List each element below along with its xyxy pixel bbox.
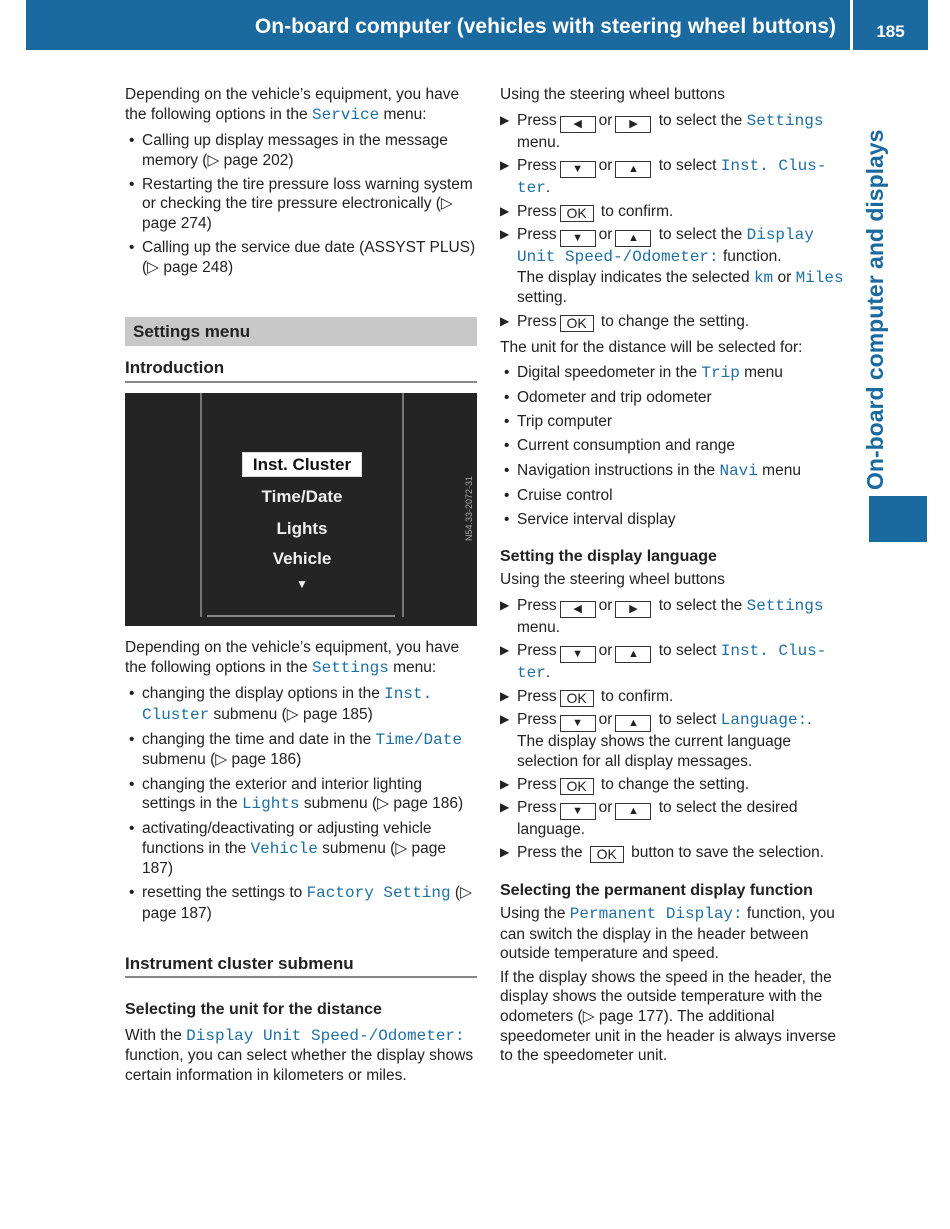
- header-bar: [26, 0, 850, 50]
- list-item: • resetting the settings to Factory Setting (▷ page 187): [125, 883, 477, 923]
- down-key-icon: ▼: [560, 803, 596, 820]
- using-buttons-text: Using the steering wheel buttons: [500, 570, 725, 588]
- list-item: • Restarting the tire pressure loss warning system or checking the tire pressure electronically (▷ page 274): [125, 175, 477, 234]
- left-key-icon: ◀: [560, 116, 596, 133]
- list-item: • activating/deactivating or adjusting vehicle functions in the Vehicle submenu (▷ page 187): [125, 819, 477, 879]
- step-arrow-icon: ▶: [500, 845, 510, 860]
- settings-intro: Depending on the vehicle’s equipment, you have the following options in the Settings menu:: [125, 638, 460, 677]
- step-item: ▶ Press ◀ or ▶ to select the Settings menu.: [500, 111, 824, 151]
- ok-key-icon: OK: [560, 778, 594, 795]
- language-steps-list: [500, 596, 852, 864]
- step-arrow-icon: ▶: [500, 203, 510, 218]
- step-arrow-icon: ▶: [500, 112, 510, 127]
- step-item: ▶ Press the OK button to save the selection.: [500, 844, 825, 863]
- step-arrow-icon: ▶: [500, 712, 510, 727]
- ok-key-icon: OK: [560, 315, 594, 332]
- image-code: N54.33-2072-31: [464, 475, 474, 541]
- right-key-icon: ▶: [615, 116, 651, 133]
- step-item: ▶ Press OK to confirm.: [500, 687, 674, 706]
- screen-menu-item-time-date: Time/Date: [261, 486, 343, 506]
- unit-selected-for-text: The unit for the distance will be selected for:: [500, 338, 803, 356]
- list-item: • Odometer and trip odometer: [500, 388, 852, 408]
- list-item: • Calling up display messages in the message memory (▷ page 202): [125, 131, 477, 170]
- chevron-down-icon: ▼: [296, 576, 308, 591]
- step-arrow-icon: ▶: [500, 642, 510, 657]
- list-item: • changing the display options in the Inst. Cluster submenu (▷ page 185): [125, 684, 477, 725]
- heading-permanent-display: Selecting the permanent display function: [500, 882, 813, 900]
- list-item: • changing the time and date in the Time/Date submenu (▷ page 186): [125, 730, 477, 770]
- screen-divider: [207, 615, 395, 617]
- down-key-icon: ▼: [560, 161, 596, 178]
- section-heading-settings-menu: Settings menu: [125, 317, 477, 346]
- up-key-icon: ▲: [615, 803, 651, 820]
- side-tab-label: On-board computer and displays: [862, 129, 888, 490]
- step-item: ▶ Press OK to change the setting.: [500, 775, 750, 794]
- ok-key-icon: OK: [590, 846, 624, 863]
- list-item: • Service interval display: [500, 510, 852, 530]
- heading-unit-distance: Selecting the unit for the distance: [125, 1001, 382, 1019]
- screen-menu-item-lights: Lights: [276, 518, 328, 538]
- step-item: ▶ Press ▼ or ▲ to select Language:. The display shows the current language selection for all display messages.: [500, 711, 812, 770]
- left-column: [125, 85, 477, 1090]
- left-key-icon: ◀: [560, 601, 596, 618]
- heading-instrument-cluster-submenu: Instrument cluster submenu: [125, 954, 477, 979]
- unit-steps-list: [500, 111, 852, 332]
- permanent-display-note: If the display shows the speed in the header, the display shows the outside temperature with the odometers (▷ page 177). The additional speedometer unit in the header is always inverse to the speedometer unit.: [500, 968, 837, 1065]
- side-tab-block: [869, 496, 927, 542]
- ok-key-icon: OK: [560, 205, 594, 222]
- service-options-list: [125, 131, 477, 277]
- list-item: • Calling up the service due date (ASSYST PLUS) (▷ page 248): [125, 238, 477, 277]
- step-item: ▶ Press OK to change the setting.: [500, 312, 750, 331]
- page-number: 185: [853, 0, 928, 50]
- service-intro: Depending on the vehicle’s equipment, you have the following options in the Service menu:: [125, 86, 460, 124]
- up-key-icon: ▲: [615, 715, 651, 732]
- permanent-display-text: Using the Permanent Display: function, you can switch the display in the header between outside temperature and speed.: [500, 905, 835, 963]
- using-buttons-text: Using the steering wheel buttons: [500, 86, 725, 103]
- right-key-icon: ▶: [615, 601, 651, 618]
- step-arrow-icon: ▶: [500, 313, 510, 328]
- step-item: ▶ Press ▼ or ▲ to select Inst. Clus-ter.: [500, 156, 827, 197]
- list-item: • changing the exterior and interior lighting settings in the Lights submenu (▷ page 186): [125, 775, 477, 815]
- up-key-icon: ▲: [615, 230, 651, 247]
- unit-usage-list: [500, 363, 852, 529]
- step-arrow-icon: ▶: [500, 227, 510, 242]
- list-item: • Cruise control: [500, 486, 852, 506]
- list-item: • Navigation instructions in the Navi menu: [500, 461, 852, 482]
- step-arrow-icon: ▶: [500, 157, 510, 172]
- step-arrow-icon: ▶: [500, 688, 510, 703]
- screen-menu-item-inst-cluster: Inst. Cluster: [202, 455, 402, 475]
- right-column: [500, 85, 852, 1070]
- ok-key-icon: OK: [560, 690, 594, 707]
- unit-text: With the Display Unit Speed-/Odometer: function, you can select whether the display shows certain information in kilometers or miles.: [125, 1026, 474, 1085]
- down-key-icon: ▼: [560, 646, 596, 663]
- up-key-icon: ▲: [615, 646, 651, 663]
- page-header-title: On-board computer (vehicles with steering wheel buttons): [254, 15, 836, 38]
- settings-options-list: [125, 684, 477, 924]
- screen-menu-item-vehicle: Vehicle: [272, 548, 332, 568]
- heading-display-language: Setting the display language: [500, 548, 717, 566]
- down-key-icon: ▼: [560, 230, 596, 247]
- step-item: ▶ Press ▼ or ▲ to select the Display Unit Speed-/Odometer: function. The display indicates the selected km or Miles setting.: [500, 226, 844, 307]
- step-item: ▶ Press ▼ or ▲ to select the desired language.: [500, 799, 798, 839]
- display-screenshot: [125, 393, 477, 626]
- heading-introduction: Introduction: [125, 358, 477, 383]
- step-arrow-icon: ▶: [500, 776, 510, 791]
- step-item: ▶ Press ▼ or ▲ to select Inst. Clus-ter.: [500, 641, 827, 682]
- list-item: • Trip computer: [500, 412, 852, 432]
- down-key-icon: ▼: [560, 715, 596, 732]
- step-item: ▶ Press ◀ or ▶ to select the Settings menu.: [500, 596, 824, 636]
- list-item: • Current consumption and range: [500, 436, 852, 456]
- up-key-icon: ▲: [615, 161, 651, 178]
- step-arrow-icon: ▶: [500, 597, 510, 612]
- list-item: • Digital speedometer in the Trip menu: [500, 363, 852, 384]
- step-item: ▶ Press OK to confirm.: [500, 202, 674, 221]
- step-arrow-icon: ▶: [500, 800, 510, 815]
